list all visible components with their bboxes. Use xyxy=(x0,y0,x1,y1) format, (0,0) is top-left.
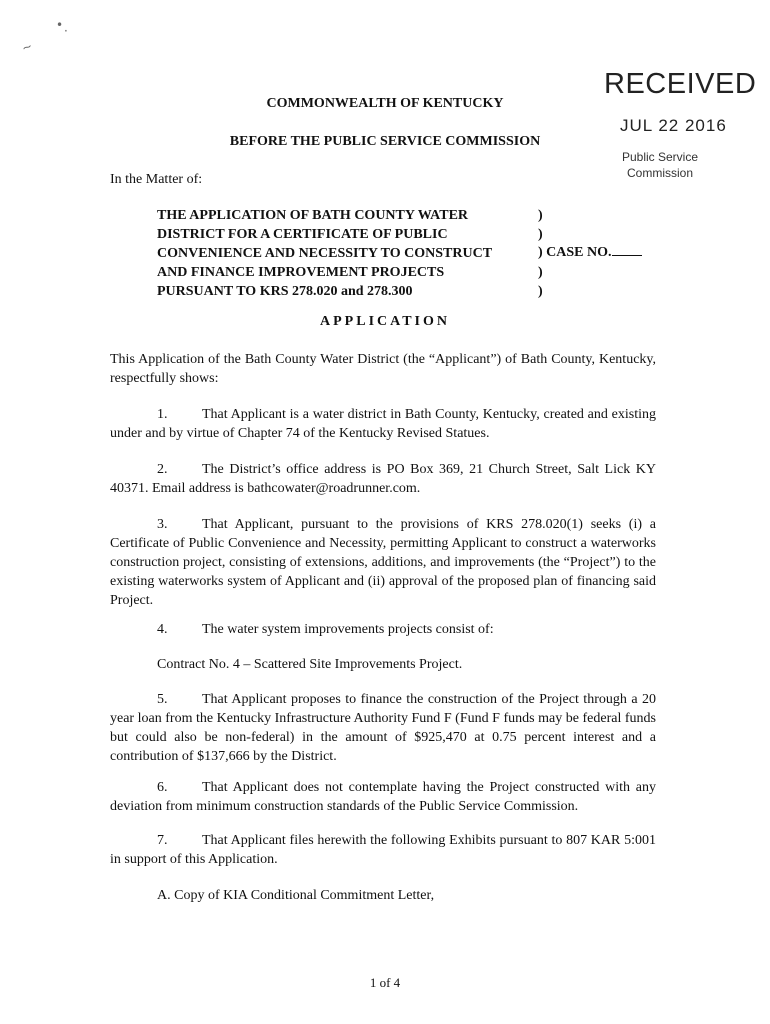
paren: ) xyxy=(538,284,543,299)
case-number xyxy=(538,244,642,261)
contract-line: Contract No. 4 – Scattered Site Improvements Project. xyxy=(157,657,463,672)
paragraph-7 xyxy=(110,831,656,869)
paragraph-number: 1. xyxy=(157,407,168,422)
caption-line: PURSUANT TO KRS 278.020 and 278.300 xyxy=(157,284,413,299)
case-caption xyxy=(157,206,492,301)
paragraph-text: That Applicant files herewith the following Exhibits pursuant to 807 KAR 5:001 in support of this Application. xyxy=(110,833,656,867)
paragraph-text: That Applicant proposes to finance the construction of the Project through a 20 year loan from the Kentucky Infrastructure Authority Fund F (Fund F funds may be federal funds but could also be non-federal) in the amount of $925,470 at 0.75 percent interest and a contribution of $137,666 by the District. xyxy=(110,692,656,764)
received-date: JUL 22 2016 xyxy=(620,116,727,135)
page-number: 1 of 4 xyxy=(369,975,401,990)
intro-paragraph: This Application of the Bath County Water District (the “Applicant”) of Bath County, Kentucky, respectfully shows: xyxy=(110,352,656,386)
paragraph-text: The District’s office address is PO Box 369, 21 Church Street, Salt Lick KY 40371. Email address is bathcowater@roadrunner.com. xyxy=(110,462,656,496)
caption-line: THE APPLICATION OF BATH COUNTY WATER xyxy=(157,208,469,223)
case-number-label: ) CASE NO. xyxy=(538,245,612,260)
stamp-agency-line1: Public Service xyxy=(621,150,699,164)
scan-mark: ∼ xyxy=(19,38,35,56)
paragraph-number: 4. xyxy=(157,622,168,637)
paragraph-2 xyxy=(110,460,656,498)
paren: ) xyxy=(538,208,543,223)
paragraph-text: That Applicant is a water district in Bath County, Kentucky, created and existing under and by virtue of Chapter 74 of the Kentucky Revised Statues. xyxy=(110,407,656,441)
document-title: APPLICATION xyxy=(320,314,450,329)
paragraph-1 xyxy=(110,405,656,443)
paren: ) xyxy=(538,265,543,280)
paragraph-text: That Applicant does not contemplate having the Project constructed with any deviation from minimum construction standards of the Public Service Commission. xyxy=(110,780,656,814)
header-commission: BEFORE THE PUBLIC SERVICE COMMISSION xyxy=(229,134,541,149)
caption-line: CONVENIENCE AND NECESSITY TO CONSTRUCT xyxy=(157,246,493,261)
paragraph-number: 3. xyxy=(157,517,168,532)
case-number-blank xyxy=(612,244,642,256)
paragraph-number: 6. xyxy=(157,780,168,795)
paragraph-number: 7. xyxy=(157,833,168,848)
matter-label: In the Matter of: xyxy=(110,172,203,187)
paragraph-3 xyxy=(110,515,656,610)
scan-mark: · xyxy=(64,24,68,38)
paragraph-number: 2. xyxy=(157,462,168,477)
exhibit-a: A. Copy of KIA Conditional Commitment Letter, xyxy=(157,888,435,903)
paragraph-5 xyxy=(110,690,656,766)
stamp-agency-line2: Commission xyxy=(626,166,693,180)
scan-mark: • xyxy=(56,18,64,32)
paragraph-text: The water system improvements projects consist of: xyxy=(202,622,494,637)
paragraph-text: That Applicant, pursuant to the provisions of KRS 278.020(1) seeks (i) a Certificate of Public Convenience and Necessity, permitting Applicant to construct a waterworks construction project, consisting of extensions, additions, and improvements (the “Project”) to the existing waterworks system of Applicant and (ii) approval of the proposed plan of financing said Project. xyxy=(110,517,656,608)
paren: ) xyxy=(538,227,543,242)
paragraph-number: 5. xyxy=(157,692,168,707)
received-stamp: RECEIVED xyxy=(604,68,757,100)
header-commonwealth: COMMONWEALTH OF KENTUCKY xyxy=(266,96,504,111)
paragraph-4 xyxy=(110,620,656,639)
caption-line: DISTRICT FOR A CERTIFICATE OF PUBLIC xyxy=(157,227,448,242)
paragraph-6 xyxy=(110,778,656,816)
caption-line: AND FINANCE IMPROVEMENT PROJECTS xyxy=(157,265,445,280)
